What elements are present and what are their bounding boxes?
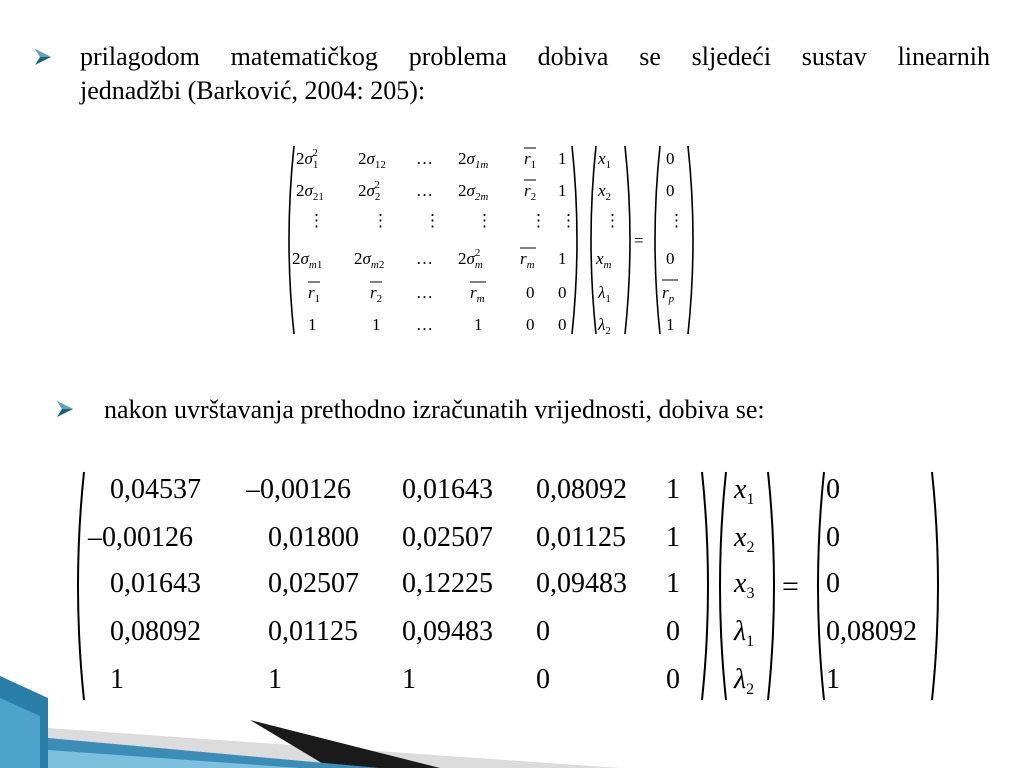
num-xvec-left-bracket: [720, 472, 726, 700]
x-vector-left-bracket: [591, 146, 596, 334]
cell-r4c2: $2\sigma_m2$: [354, 249, 385, 271]
cell-r6c6: 0: [558, 315, 567, 334]
cell-r4c1: $2\sigma_m1$: [292, 249, 323, 271]
num-cell-r2c5: 1: [666, 522, 680, 553]
num-xvec-4: $\lambda_1$: [734, 616, 755, 650]
cell-r6c5: 0: [526, 315, 535, 334]
bullet-text-2: nakon uvrštavanja prethodno izračunatih vrijednosti, dobiva se:: [104, 395, 765, 424]
symbolic-matrix-equation: [280, 140, 700, 340]
num-cell-r1c1: 0,04537: [110, 474, 201, 505]
rhs-left-bracket: [655, 146, 660, 334]
cell-r1c5: $r_1$: [524, 149, 537, 171]
cell-r2c5: $r_2$: [524, 181, 537, 203]
vdots-c4: ⋮: [476, 211, 493, 230]
rhs-5: $r_p$: [662, 283, 675, 305]
equals-sign-2: =: [782, 570, 799, 603]
x-vector-right-bracket: [625, 146, 630, 334]
cell-r1c3: …: [416, 149, 433, 168]
num-rhs-2: 0: [826, 522, 840, 553]
num-rhs-right-bracket: [932, 472, 938, 700]
num-cell-r2c3: 0,02507: [402, 522, 493, 553]
cell-r2c6: 1: [558, 181, 567, 200]
num-xvec-5: $\lambda_2$: [734, 664, 755, 698]
cell-r4c3: …: [416, 249, 433, 268]
num-cell-r2c1: –0,00126: [88, 522, 193, 553]
cell-r6c4: 1: [474, 315, 483, 334]
corner-decoration: [0, 658, 620, 768]
vdots-c1: ⋮: [308, 211, 325, 230]
num-cell-r3c5: 1: [666, 568, 680, 599]
xvec-3: ⋮: [604, 211, 621, 230]
vdots-c2: ⋮: [372, 211, 389, 230]
num-matrix-right-bracket: [702, 472, 708, 700]
num-cell-r3c1: 0,01643: [110, 568, 201, 599]
cell-r5c5: 0: [526, 283, 535, 302]
cell-r6c1: 1: [308, 315, 317, 334]
xvec-6: $\lambda_2$: [598, 315, 611, 337]
bullet-line-1b: jednadžbi (Barković, 2004: 205):: [80, 76, 426, 105]
num-cell-r4c3: 0,09483: [402, 616, 493, 647]
cell-r6c3: …: [416, 315, 433, 334]
num-rhs-5: 1: [826, 664, 840, 695]
rhs-2: 0: [666, 181, 675, 200]
cell-r1c2: $2\sigma_{12}$: [358, 149, 386, 171]
cell-r2c2: $2\sigma_22$: [358, 179, 381, 203]
num-cell-r1c4: 0,08092: [536, 474, 627, 505]
num-cell-r2c2: 0,01800: [268, 522, 359, 553]
num-xvec-right-bracket: [768, 472, 774, 700]
num-rhs-left-bracket: [818, 472, 824, 700]
cell-r5c6: 0: [558, 283, 567, 302]
num-cell-r1c2: –0,00126: [246, 474, 351, 505]
cell-r6c2: 1: [372, 315, 381, 334]
xvec-2: $x_2$: [598, 181, 612, 203]
cell-r4c6: 1: [558, 249, 567, 268]
matrix-right-bracket: [572, 146, 577, 334]
cell-r5c4: $r_m$: [470, 283, 485, 305]
num-cell-r5c5: 0: [666, 664, 680, 695]
cell-r5c1: $r_1$: [308, 283, 321, 305]
cell-r5c2: $r_2$: [370, 283, 383, 305]
xvec-5: $\lambda_1$: [598, 283, 611, 305]
cell-r1c4: $2\sigma_{1m}$: [458, 149, 489, 171]
rhs-right-bracket: [688, 146, 693, 334]
rhs-6: 1: [666, 315, 675, 334]
xvec-4: $x_m$: [596, 249, 612, 271]
vdots-c5: ⋮: [530, 211, 547, 230]
bullet-line-1a: prilagodom matematičkog problema dobiva se sljedeći sustav linearnih: [80, 42, 990, 71]
num-cell-r5c4: 0: [536, 664, 550, 695]
num-cell-r4c2: 0,01125: [268, 616, 358, 647]
num-cell-r5c2: 1: [268, 664, 282, 695]
bullet-text-1: [80, 40, 990, 108]
num-cell-r4c4: 0: [536, 616, 550, 647]
num-cell-r3c4: 0,09483: [536, 568, 627, 599]
xvec-1: $x_1$: [598, 149, 612, 171]
cell-r2c3: …: [416, 181, 433, 200]
num-rhs-4: 0,08092: [826, 616, 917, 647]
bullet-arrow-icon: [32, 46, 54, 68]
vdots-c6: ⋮: [560, 211, 577, 230]
num-cell-r5c1: 1: [110, 664, 124, 695]
num-cell-r4c5: 0: [666, 616, 680, 647]
cell-r5c3: …: [416, 283, 433, 302]
num-cell-r2c4: 0,01125: [536, 522, 626, 553]
equals-sign-1: =: [634, 231, 644, 250]
vdots-c3: ⋮: [424, 211, 441, 230]
cell-r4c5: $r_m$: [520, 249, 535, 271]
rhs-1: 0: [666, 149, 675, 168]
num-cell-r1c3: 0,01643: [402, 474, 493, 505]
cell-r1c6: 1: [558, 149, 567, 168]
bullet-arrow-icon: [54, 398, 76, 420]
num-cell-r3c2: 0,02507: [268, 568, 359, 599]
num-xvec-3: $x_3$: [734, 568, 755, 602]
num-rhs-1: 0: [826, 474, 840, 505]
num-cell-r3c3: 0,12225: [402, 568, 493, 599]
cell-r2c4: $2\sigma_{2m}$: [458, 181, 489, 203]
cell-r1c1: $2\sigma_12$: [296, 147, 319, 171]
cell-r2c1: $2\sigma_{21}$: [296, 181, 324, 203]
num-xvec-1: $x_1$: [734, 474, 755, 508]
rhs-4: 0: [666, 249, 675, 268]
num-cell-r1c5: 1: [666, 474, 680, 505]
num-rhs-3: 0: [826, 568, 840, 599]
matrix-left-bracket: [289, 146, 294, 334]
num-cell-r5c3: 1: [402, 664, 416, 695]
num-cell-r4c1: 0,08092: [110, 616, 201, 647]
cell-r4c4: $2\sigma_m2$: [458, 247, 483, 271]
num-xvec-2: $x_2$: [734, 522, 755, 556]
rhs-3: ⋮: [668, 211, 685, 230]
